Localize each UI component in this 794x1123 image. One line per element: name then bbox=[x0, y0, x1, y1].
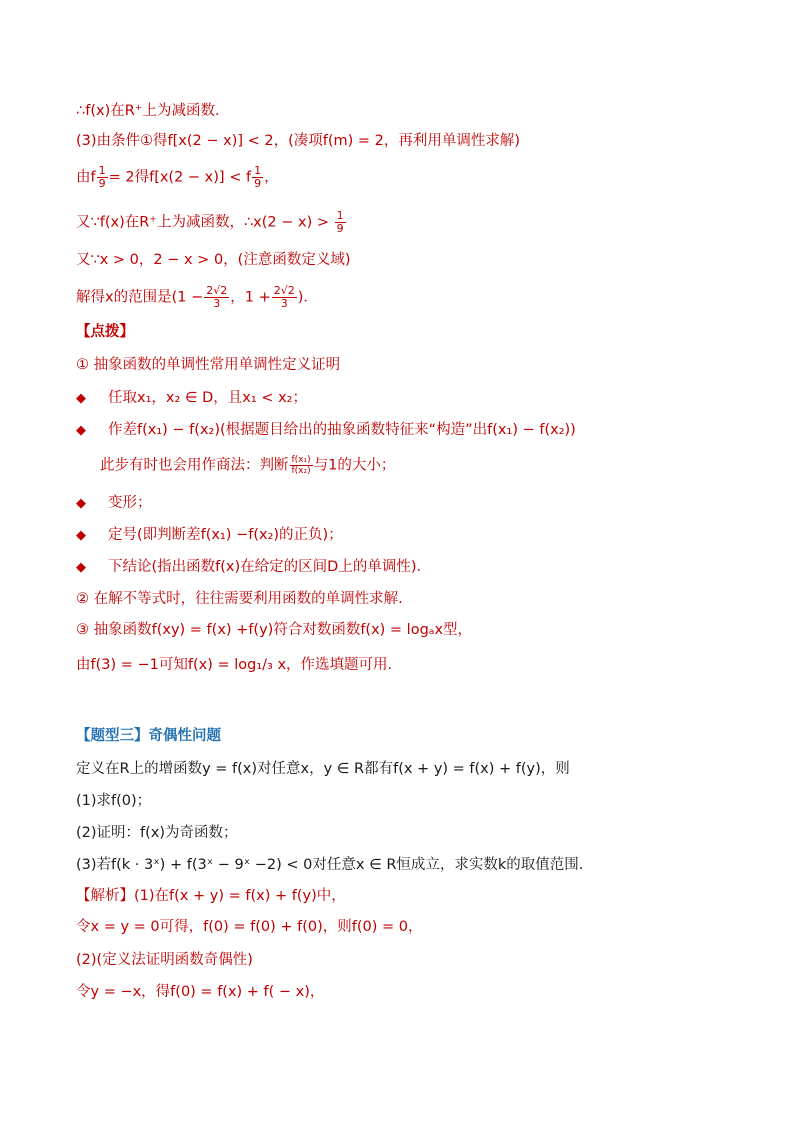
denominator: f(x₂) bbox=[291, 466, 311, 476]
fraction bbox=[335, 210, 346, 235]
bullet-line bbox=[76, 525, 756, 546]
text-span: 下结论(指出函数f(x)在给定的区间D上的单调性)． bbox=[108, 559, 431, 575]
bullet-line bbox=[76, 420, 756, 441]
text-line: (2)证明：f(x)为奇函数； bbox=[76, 825, 238, 841]
denominator: 3 bbox=[280, 297, 288, 310]
numerator: 2√2 bbox=[273, 284, 295, 297]
text-line: 令x = y = 0可得，f(0) = f(0) + f(0)，则f(0) = 0， bbox=[76, 919, 423, 935]
text-line: (2)(定义法证明函数奇偶性) bbox=[76, 952, 253, 968]
text-line: ∴f(x)在R⁺上为减函数． bbox=[76, 103, 230, 119]
text-span: 作差f(x₁) − f(x₂)(根据题目给出的抽象函数特征来“构造”出f(x₁) − f(x₂)) bbox=[108, 422, 576, 438]
text-line: 令y = −x，得f(0) = f(x) + f( − x)， bbox=[76, 984, 325, 1000]
diamond-bullet-icon: ◆ bbox=[76, 391, 86, 406]
text-span: 变形； bbox=[108, 495, 152, 511]
fraction bbox=[290, 455, 313, 476]
text-span: 解得x的范围是(1 − bbox=[76, 289, 204, 306]
text-span: 又∵f(x)在R⁺上为减函数，∴x(2 − x) > bbox=[76, 214, 330, 231]
text-line bbox=[76, 285, 756, 310]
text-span: )． bbox=[297, 289, 318, 306]
fraction bbox=[252, 165, 263, 190]
text-span: = 2得f[x(2 − x)] < f bbox=[108, 169, 252, 186]
text-line: 又∵x > 0，2 − x > 0，(注意函数定义域) bbox=[76, 252, 351, 268]
bullet-line bbox=[76, 493, 756, 514]
text-span: 此步有时也会用作商法：判断 bbox=[100, 457, 289, 474]
denominator: 9 bbox=[98, 177, 106, 190]
denominator: 9 bbox=[254, 177, 262, 190]
text-span: 由f bbox=[76, 169, 96, 186]
denominator: 3 bbox=[213, 297, 221, 310]
numerator: 1 bbox=[98, 164, 106, 177]
text-span: 定号(即判断差f(x₁) −f(x₂)的正负)； bbox=[108, 527, 343, 543]
text-line: ② 在解不等式时，往往需要利用函数的单调性求解. bbox=[76, 591, 403, 607]
diamond-bullet-icon: ◆ bbox=[76, 496, 86, 511]
text-line: (3)由条件①得f[x(2 − x)] < 2，(凑项f(m) = 2，再利用单调性求解) bbox=[76, 133, 521, 149]
numerator: 1 bbox=[254, 164, 262, 177]
diamond-bullet-icon: ◆ bbox=[76, 560, 86, 575]
text-line bbox=[76, 165, 756, 190]
bullet-line bbox=[76, 557, 756, 578]
text-line: (3)若f(k · 3ˣ) + f(3ˣ − 9ˣ −2) < 0对任意x ∈ R恒成立，求实数k的取值范围. bbox=[76, 857, 584, 873]
diamond-bullet-icon: ◆ bbox=[76, 423, 86, 438]
text-span: 与1的大小； bbox=[313, 457, 396, 474]
numerator: 1 bbox=[336, 209, 344, 222]
section-heading: 【题型三】奇偶性问题 bbox=[76, 728, 221, 744]
numerator: f(x₁) bbox=[291, 455, 311, 465]
text-line: (1)求f(0)； bbox=[76, 793, 152, 809]
numerator: 2√2 bbox=[206, 284, 228, 297]
text-line bbox=[76, 210, 756, 235]
fraction bbox=[97, 165, 108, 190]
text-line bbox=[100, 455, 780, 476]
diamond-bullet-icon: ◆ bbox=[76, 528, 86, 543]
text-span: 任取x₁，x₂ ∈ D，且x₁ < x₂； bbox=[108, 390, 307, 406]
fraction bbox=[204, 285, 229, 310]
text-span: ， bbox=[264, 169, 279, 186]
text-line: 【解析】(1)在f(x + y) = f(x) + f(y)中， bbox=[76, 888, 346, 904]
text-line: ① 抽象函数的单调性常用单调性定义证明 bbox=[76, 357, 341, 373]
denominator: 9 bbox=[336, 222, 344, 235]
section-heading: 【点拨】 bbox=[76, 324, 134, 340]
bullet-line bbox=[76, 388, 756, 409]
text-span: ，1 + bbox=[230, 289, 271, 306]
fraction bbox=[272, 285, 297, 310]
text-line: 由f(3) = −1可知f(x) = log₁/₃ x，作选填题可用. bbox=[76, 657, 393, 673]
text-line: 定义在R上的增函数y = f(x)对任意x，y ∈ R都有f(x + y) = f(x) + f(y)，则 bbox=[76, 761, 570, 777]
text-line: ③ 抽象函数f(xy) = f(x) +f(y)符合对数函数f(x) = logₐx型， bbox=[76, 622, 473, 638]
